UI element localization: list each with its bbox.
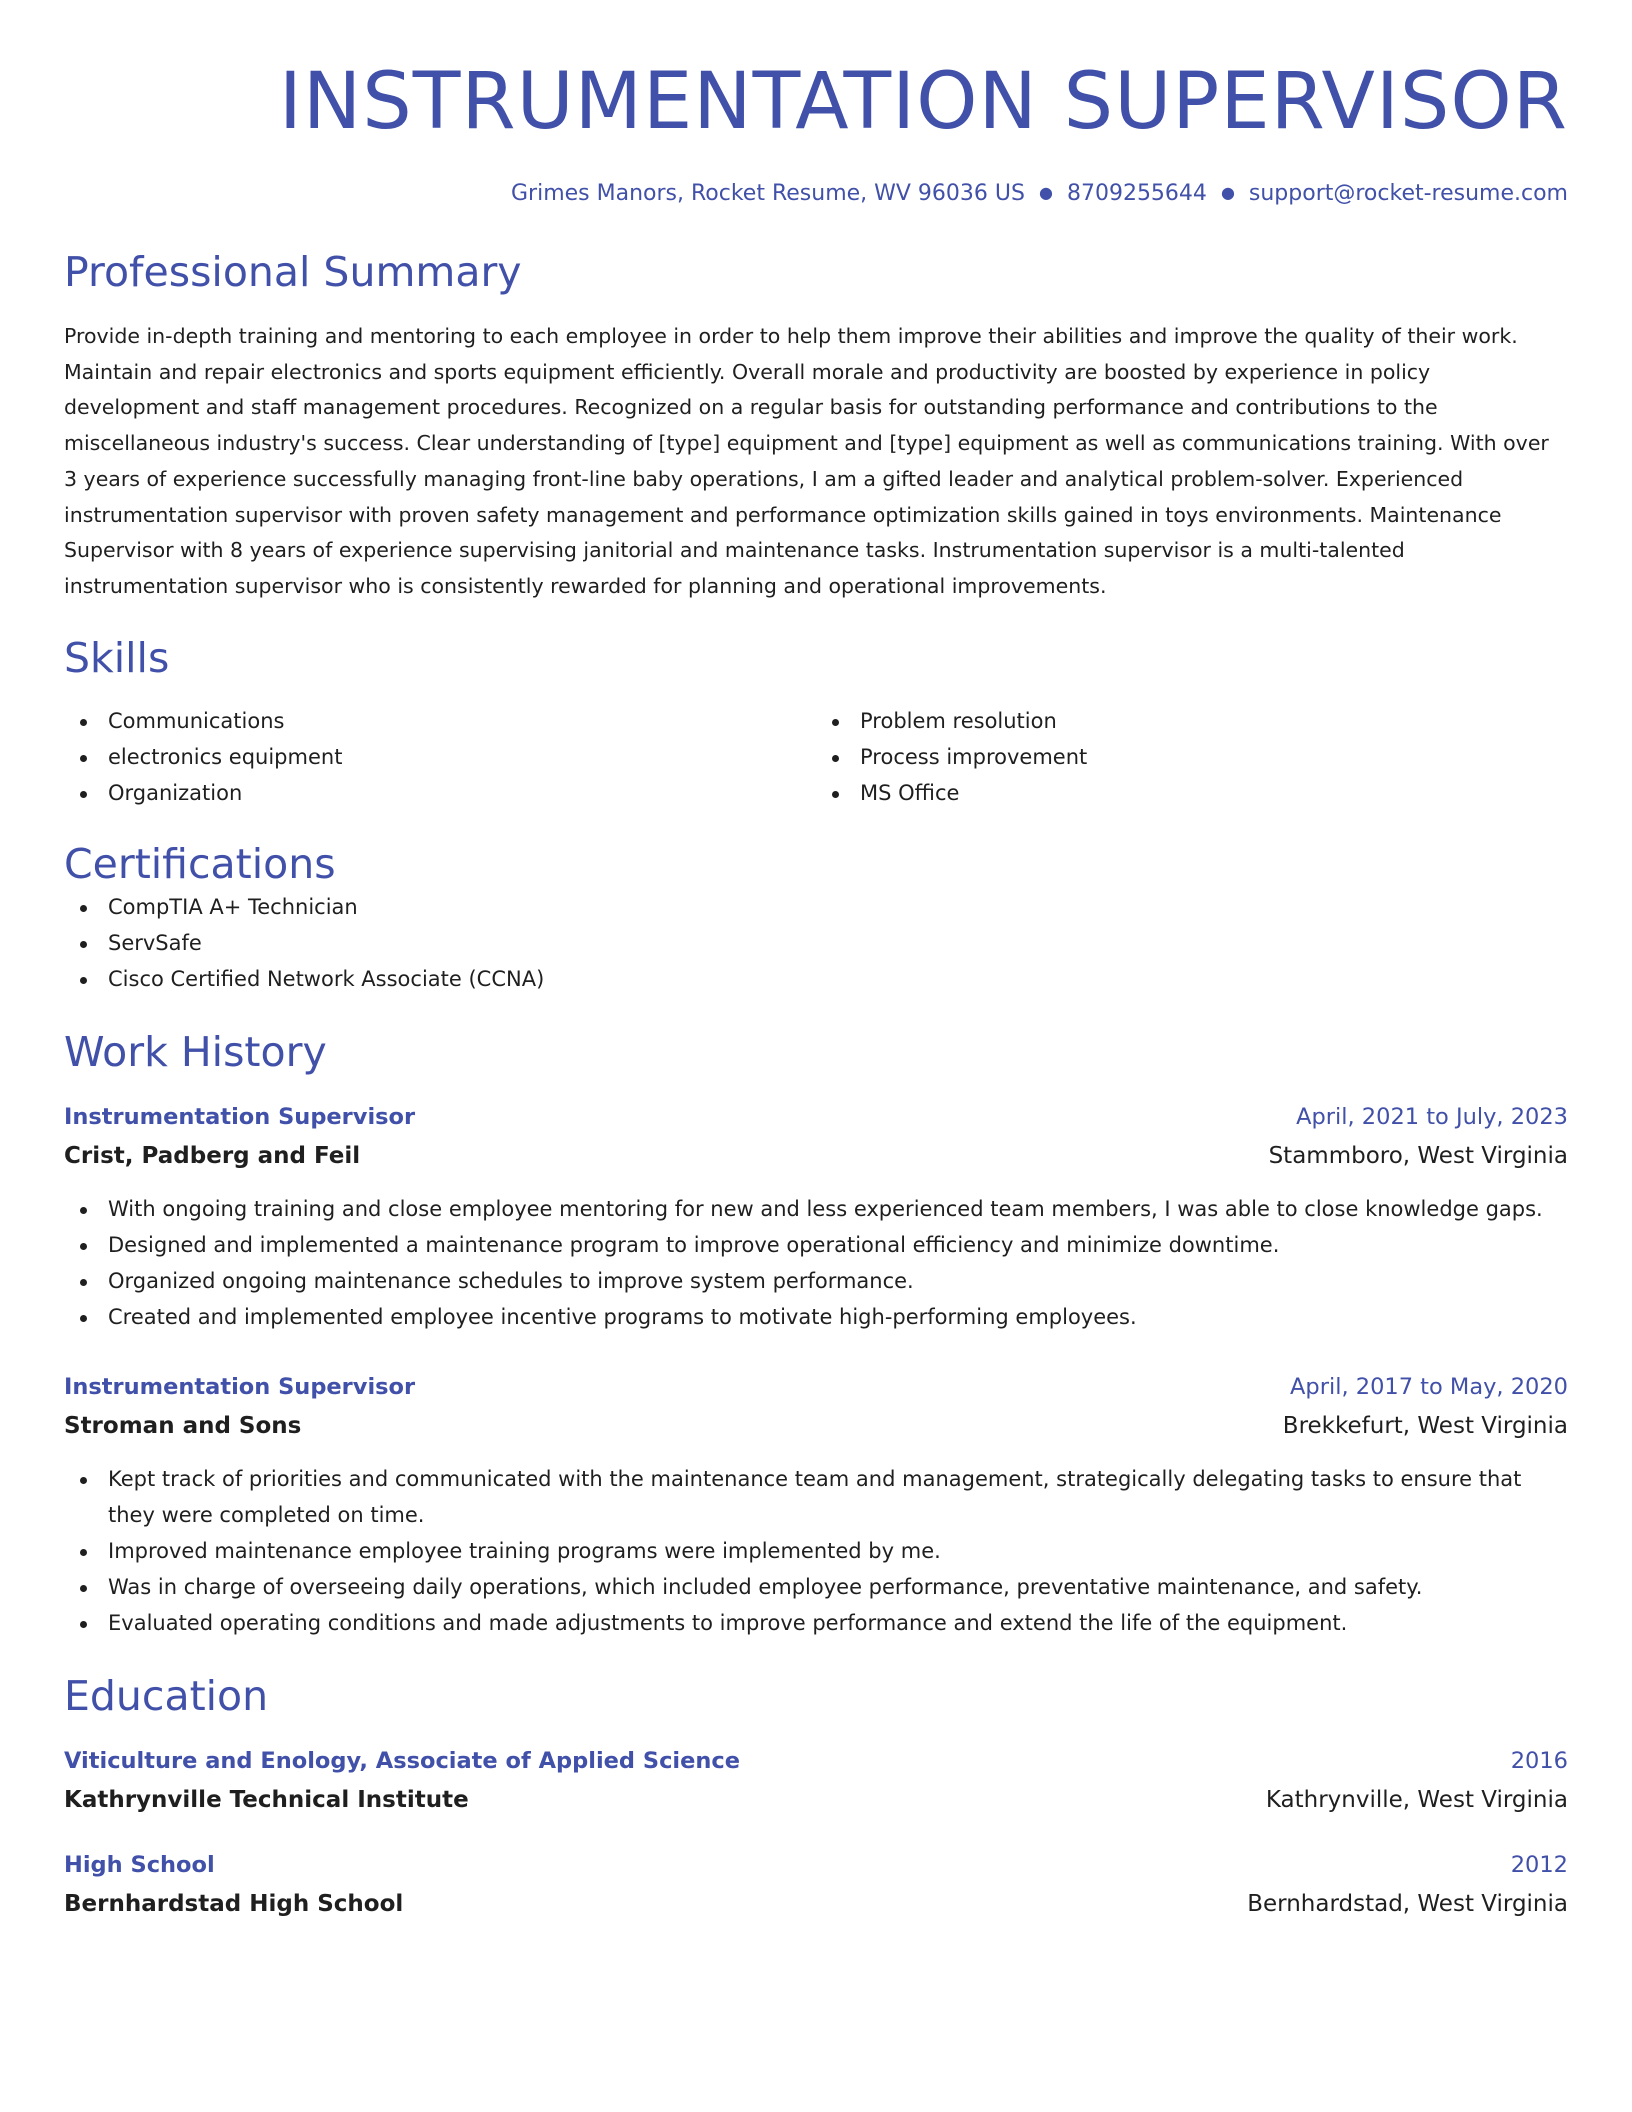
summary-text: Provide in-depth training and mentoring to each employee in order to help them improve their abilities and improve the quality of their work. Maintain and repair electronics and sports equipment efficiently. Overall morale and productivity are boosted by experience in policy development and staff management procedures. Recognized on a regular basis for outstanding performance and contributions to the miscellaneous industry's success. Clear understanding of [type] equipment and [type] equipment as well as communications training. With over 3 years of experience successfully managing front-line baby operations, I am a gifted leader and analytical problem-solver. Experienced instrumentation supervisor with proven safety management and performance optimization skills gained in toys environments. Maintenance Supervisor with 8 years of experience supervising janitorial and maintenance tasks. Instrumentation supervisor is a multi-talented instrumentation supervisor who is consistently rewarded for planning and operational improvements. [64,324,1549,598]
skill-item: Organization [64,775,816,811]
education-heading: Education [64,1671,269,1720]
job-dates: April, 2017 to May, 2020 [1290,1373,1568,1400]
skill-item: Process improvement [816,739,1568,775]
job-dates: April, 2021 to July, 2023 [1296,1103,1568,1130]
certification-item: Cisco Certified Network Associate (CCNA) [64,961,1568,997]
skills-heading: Skills [64,633,170,682]
job-duty: Evaluated operating conditions and made adjustments to improve performance and extend the life of the equipment. [64,1605,1568,1641]
work-history-heading: Work History [64,1027,327,1076]
education-location: Bernhardstad, West Virginia [1247,1890,1568,1917]
job-duty: Created and implemented employee incentive programs to motivate high-performing employees. [64,1299,1568,1335]
education-degree: Viticulture and Enology, Associate of Applied Science [64,1747,740,1774]
education-entry [64,1745,1568,1817]
skills-list [64,703,1568,811]
job-duty: Organized ongoing maintenance schedules to improve system performance. [64,1263,1568,1299]
job-duty: With ongoing training and close employee mentoring for new and less experienced team members, I was able to close knowledge gaps. [64,1191,1568,1227]
education-school-row [64,1777,1568,1817]
job-location: Brekkefurt, West Virginia [1282,1412,1568,1439]
job-duties-list [64,1461,1568,1641]
summary-heading: Professional Summary [64,248,522,296]
job-company-row [64,1403,1568,1443]
contact-email: support@rocket-resume.com [1248,181,1568,206]
job-duty: Improved maintenance employee training programs were implemented by me. [64,1533,1568,1569]
job-company-row [64,1133,1568,1173]
skill-item: electronics equipment [64,739,816,775]
education-school-row [64,1881,1568,1921]
job-entry [64,1101,1568,1335]
education-school: Kathrynville Technical Institute [64,1786,469,1813]
contact-line [64,178,1568,209]
job-location: Stammboro, West Virginia [1268,1142,1568,1169]
skill-item: MS Office [816,775,1568,811]
job-title: Instrumentation Supervisor [64,1103,416,1130]
candidate-title: INSTRUMENTATION SUPERVISOR [278,57,1568,147]
education-school: Bernhardstad High School [64,1890,404,1917]
education-degree-row [64,1849,1568,1881]
job-company: Crist, Padberg and Feil [64,1142,361,1169]
job-title-row [64,1101,1568,1133]
certifications-list [64,889,1568,997]
education-year: 2016 [1510,1747,1568,1774]
job-title-row [64,1371,1568,1403]
bullet-separator: ● [1038,183,1053,202]
bullet-separator: ● [1220,183,1235,202]
education-year: 2012 [1510,1851,1568,1878]
contact-phone: 8709255644 [1066,181,1207,206]
job-duty: Was in charge of overseeing daily operations, which included employee performance, preventative maintenance, and safety. [64,1569,1568,1605]
certifications-heading: Certifications [64,839,336,888]
contact-address: Grimes Manors, Rocket Resume, WV 96036 US [511,181,1025,206]
education-degree-row [64,1745,1568,1777]
education-degree: High School [64,1851,215,1878]
certification-item: ServSafe [64,925,1568,961]
resume-header [64,54,1568,209]
skills-column-right [816,703,1568,811]
job-entry [64,1371,1568,1641]
job-duty: Designed and implemented a maintenance program to improve operational efficiency and minimize downtime. [64,1227,1568,1263]
job-company: Stroman and Sons [64,1412,302,1439]
job-duties-list [64,1191,1568,1335]
skill-item: Communications [64,703,816,739]
job-duty: Kept track of priorities and communicated with the maintenance team and management, strategically delegating tasks to ensure that they were completed on time. [64,1461,1568,1533]
skills-column-left [64,703,816,811]
job-title: Instrumentation Supervisor [64,1373,416,1400]
education-location: Kathrynville, West Virginia [1265,1786,1568,1813]
certification-item: CompTIA A+ Technician [64,889,1568,925]
skill-item: Problem resolution [816,703,1568,739]
education-entry [64,1849,1568,1921]
